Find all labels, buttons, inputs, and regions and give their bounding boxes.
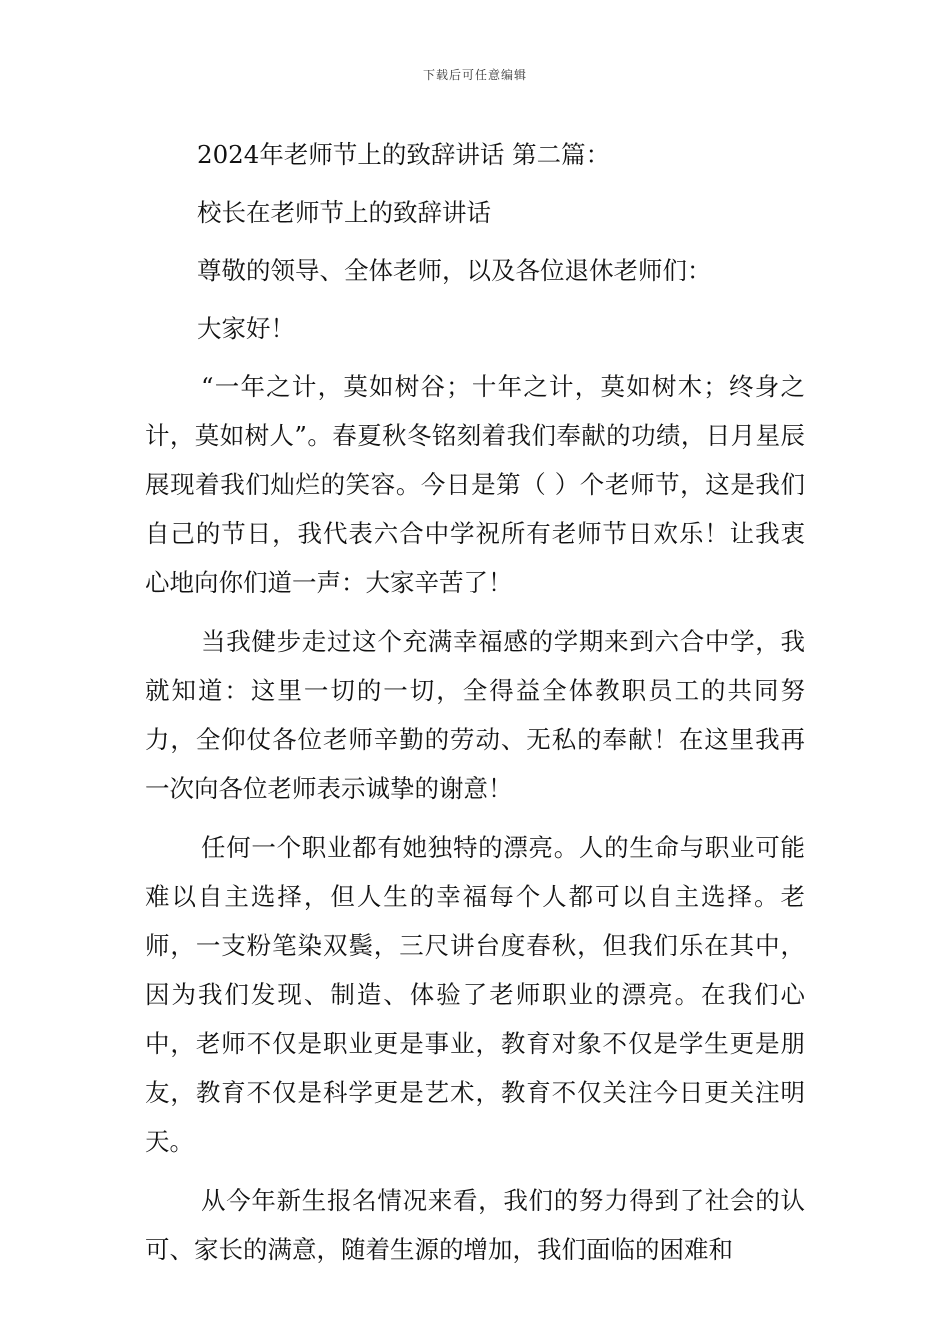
paragraph: 任何一个职业都有她独特的漂亮。人的生命与职业可能难以自主选择，但人生的幸福每个人都可以自主选择。老师，一支粉笔染双鬓，三尺讲台度春秋，但我们乐在其中，因为我们发现、制造、体验了老师职业的漂亮。在我们心中，老师不仅是职业更是事业，教育对象不仅是学生更是朋友，教育不仅是科学更是艺术，教育不仅关注今日更关注明天。 xyxy=(145,833,805,1156)
paragraph: “一年之计，莫如树谷；十年之计，莫如树木；终身之计，莫如树人”。春夏秋冬铭刻着我们奉献的功绩，日月星辰展现着我们灿烂的笑容。今日是第（ ）个老师节，这是我们自己的节日，我代表六合中学祝所有老师节日欢乐！让我衷心地向你们道一声：大家辛苦了！ xyxy=(145,372,805,597)
document-subtitle: 校长在老师节上的致辞讲话 xyxy=(197,198,491,227)
paragraph: 当我健步走过这个充满幸福感的学期来到六合中学，我就知道：这里一切的一切，全得益全体教职员工的共同努力，全仰仗各位老师辛勤的劳动、无私的奉献！在这里我再一次向各位老师表示诚挚的谢意！ xyxy=(145,627,805,803)
document-body xyxy=(145,130,805,1284)
greeting: 大家好！ xyxy=(197,314,295,343)
header-note: 下载后可任意编辑 xyxy=(422,68,527,82)
heading-line: 2024年老师节上的致辞讲话 第二篇： xyxy=(197,140,611,169)
salutation: 尊敬的领导、全体老师，以及各位退休老师们： xyxy=(197,256,712,285)
paragraph: 从今年新生报名情况来看，我们的努力得到了社会的认可、家长的满意，随着生源的增加，我们面临的困难和 xyxy=(145,1186,805,1264)
